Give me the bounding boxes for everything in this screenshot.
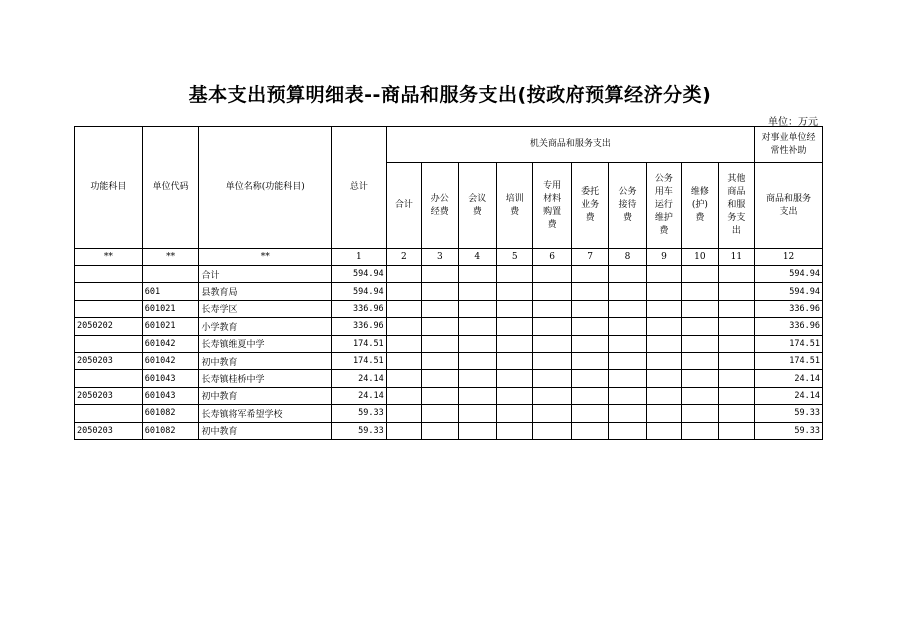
cell-func-code xyxy=(75,335,143,352)
cell-unit-name: 初中教育 xyxy=(199,352,332,369)
cell-empty xyxy=(386,387,421,404)
cell-empty xyxy=(682,318,718,335)
cell-empty xyxy=(646,370,681,387)
cell-subsidy: 59.33 xyxy=(755,422,823,439)
cell-empty xyxy=(609,300,646,317)
cell-empty xyxy=(458,422,496,439)
cell-unit-code: 601042 xyxy=(142,335,199,352)
cell-empty xyxy=(496,266,532,283)
cell-empty xyxy=(571,370,608,387)
cell-empty xyxy=(422,266,458,283)
cell-empty xyxy=(718,352,755,369)
cell-empty xyxy=(682,405,718,422)
index-cell: 10 xyxy=(682,249,718,266)
header-col-weixiu: 维修(护)费 xyxy=(682,163,718,249)
cell-empty xyxy=(458,266,496,283)
index-cell: 4 xyxy=(458,249,496,266)
cell-empty xyxy=(496,318,532,335)
cell-empty xyxy=(646,266,681,283)
table-row xyxy=(75,318,823,335)
cell-empty xyxy=(718,387,755,404)
table-row xyxy=(75,300,823,317)
header-total: 总计 xyxy=(332,127,387,249)
cell-unit-code: 601043 xyxy=(142,387,199,404)
cell-empty xyxy=(386,405,421,422)
cell-empty xyxy=(682,422,718,439)
cell-total: 24.14 xyxy=(332,387,387,404)
index-cell: ** xyxy=(142,249,199,266)
cell-empty xyxy=(386,318,421,335)
cell-empty xyxy=(609,335,646,352)
index-cell: 12 xyxy=(755,249,823,266)
index-cell: ** xyxy=(75,249,143,266)
cell-unit-name: 合计 xyxy=(199,266,332,283)
cell-empty xyxy=(496,387,532,404)
cell-func-code: 2050203 xyxy=(75,422,143,439)
cell-empty xyxy=(718,405,755,422)
cell-unit-code: 601082 xyxy=(142,405,199,422)
cell-empty xyxy=(571,300,608,317)
cell-empty xyxy=(458,283,496,300)
cell-empty xyxy=(718,283,755,300)
cell-empty xyxy=(646,405,681,422)
cell-subsidy: 594.94 xyxy=(755,266,823,283)
cell-empty xyxy=(386,352,421,369)
cell-unit-name: 初中教育 xyxy=(199,422,332,439)
index-cell: 2 xyxy=(386,249,421,266)
cell-empty xyxy=(609,318,646,335)
cell-empty xyxy=(571,405,608,422)
table-row xyxy=(75,335,823,352)
cell-subsidy: 174.51 xyxy=(755,352,823,369)
cell-unit-name: 长寿镇桂桥中学 xyxy=(199,370,332,387)
cell-unit-code: 601082 xyxy=(142,422,199,439)
cell-unit-code: 601021 xyxy=(142,300,199,317)
cell-empty xyxy=(571,318,608,335)
unit-label: 单位：万元 xyxy=(768,117,818,128)
cell-empty xyxy=(496,300,532,317)
budget-table xyxy=(74,126,823,440)
cell-empty xyxy=(458,300,496,317)
table-body xyxy=(75,266,823,440)
table-row xyxy=(75,370,823,387)
cell-func-code: 2050203 xyxy=(75,387,143,404)
cell-empty xyxy=(609,283,646,300)
cell-empty xyxy=(533,318,571,335)
cell-func-code xyxy=(75,405,143,422)
table-row xyxy=(75,405,823,422)
header-group-jiguan: 机关商品和服务支出 xyxy=(386,127,754,163)
cell-empty xyxy=(718,318,755,335)
cell-empty xyxy=(422,422,458,439)
cell-empty xyxy=(422,283,458,300)
cell-empty xyxy=(682,300,718,317)
cell-empty xyxy=(422,300,458,317)
cell-empty xyxy=(422,387,458,404)
header-col-gongche: 公务用车运行维护费 xyxy=(646,163,681,249)
index-cell: 5 xyxy=(496,249,532,266)
cell-func-code: 2050202 xyxy=(75,318,143,335)
cell-empty xyxy=(646,352,681,369)
cell-empty xyxy=(496,422,532,439)
cell-unit-code: 601043 xyxy=(142,370,199,387)
index-cell: 7 xyxy=(571,249,608,266)
cell-total: 59.33 xyxy=(332,405,387,422)
cell-empty xyxy=(422,405,458,422)
header-col-peixun: 培训费 xyxy=(496,163,532,249)
cell-empty xyxy=(718,335,755,352)
cell-subsidy: 336.96 xyxy=(755,300,823,317)
cell-func-code xyxy=(75,370,143,387)
cell-empty xyxy=(458,318,496,335)
cell-empty xyxy=(386,370,421,387)
cell-empty xyxy=(386,283,421,300)
cell-empty xyxy=(458,405,496,422)
cell-empty xyxy=(386,300,421,317)
cell-empty xyxy=(496,405,532,422)
cell-unit-code: 601042 xyxy=(142,352,199,369)
cell-total: 336.96 xyxy=(332,300,387,317)
index-cell: 3 xyxy=(422,249,458,266)
cell-total: 594.94 xyxy=(332,283,387,300)
cell-empty xyxy=(571,335,608,352)
cell-total: 336.96 xyxy=(332,318,387,335)
cell-empty xyxy=(496,283,532,300)
cell-unit-name: 县教育局 xyxy=(199,283,332,300)
cell-empty xyxy=(718,300,755,317)
cell-empty xyxy=(533,300,571,317)
index-cell: 8 xyxy=(609,249,646,266)
cell-empty xyxy=(646,318,681,335)
table-row xyxy=(75,352,823,369)
cell-empty xyxy=(533,266,571,283)
cell-empty xyxy=(571,387,608,404)
index-cell: 9 xyxy=(646,249,681,266)
cell-total: 59.33 xyxy=(332,422,387,439)
cell-empty xyxy=(609,266,646,283)
cell-empty xyxy=(682,352,718,369)
cell-empty xyxy=(609,352,646,369)
cell-empty xyxy=(386,335,421,352)
header-unit-name: 单位名称(功能科目) xyxy=(199,127,332,249)
cell-func-code: 2050203 xyxy=(75,352,143,369)
cell-empty xyxy=(533,422,571,439)
cell-total: 174.51 xyxy=(332,352,387,369)
cell-empty xyxy=(609,422,646,439)
header-col-zhuanyong: 专用材料购置费 xyxy=(533,163,571,249)
cell-empty xyxy=(533,352,571,369)
cell-empty xyxy=(682,387,718,404)
index-cell: 6 xyxy=(533,249,571,266)
cell-empty xyxy=(718,266,755,283)
header-unit-code: 单位代码 xyxy=(142,127,199,249)
header-func-code: 功能科目 xyxy=(75,127,143,249)
cell-empty xyxy=(609,387,646,404)
cell-empty xyxy=(609,370,646,387)
cell-func-code xyxy=(75,300,143,317)
header-col-weituo: 委托业务费 xyxy=(571,163,608,249)
cell-empty xyxy=(682,266,718,283)
cell-empty xyxy=(533,283,571,300)
cell-empty xyxy=(646,283,681,300)
cell-total: 594.94 xyxy=(332,266,387,283)
cell-unit-code: 601 xyxy=(142,283,199,300)
cell-empty xyxy=(386,266,421,283)
cell-unit-code xyxy=(142,266,199,283)
cell-empty xyxy=(682,370,718,387)
cell-empty xyxy=(533,387,571,404)
cell-unit-name: 长寿镇将军希望学校 xyxy=(199,405,332,422)
cell-empty xyxy=(682,335,718,352)
header-col-bangong: 办公经费 xyxy=(422,163,458,249)
cell-func-code xyxy=(75,283,143,300)
cell-subsidy: 24.14 xyxy=(755,370,823,387)
cell-unit-name: 小学教育 xyxy=(199,318,332,335)
cell-empty xyxy=(533,335,571,352)
header-col-huiyi: 会议费 xyxy=(458,163,496,249)
cell-empty xyxy=(422,352,458,369)
cell-empty xyxy=(609,405,646,422)
cell-empty xyxy=(646,335,681,352)
cell-empty xyxy=(571,422,608,439)
table-row xyxy=(75,266,823,283)
cell-empty xyxy=(496,335,532,352)
cell-empty xyxy=(646,422,681,439)
index-cell: 1 xyxy=(332,249,387,266)
cell-subsidy: 594.94 xyxy=(755,283,823,300)
cell-empty xyxy=(496,352,532,369)
cell-unit-code: 601021 xyxy=(142,318,199,335)
cell-empty xyxy=(422,318,458,335)
cell-empty xyxy=(458,352,496,369)
cell-subsidy: 24.14 xyxy=(755,387,823,404)
cell-unit-name: 长寿学区 xyxy=(199,300,332,317)
cell-empty xyxy=(422,335,458,352)
cell-empty xyxy=(386,422,421,439)
cell-subsidy: 59.33 xyxy=(755,405,823,422)
cell-empty xyxy=(422,370,458,387)
cell-unit-name: 初中教育 xyxy=(199,387,332,404)
table-row xyxy=(75,387,823,404)
cell-empty xyxy=(682,283,718,300)
table-row xyxy=(75,422,823,439)
index-cell: ** xyxy=(199,249,332,266)
header-col-qita: 其他商品和服务支出 xyxy=(718,163,755,249)
cell-empty xyxy=(571,352,608,369)
cell-empty xyxy=(458,335,496,352)
cell-empty xyxy=(571,266,608,283)
header-group-duishiye: 对事业单位经常性补助 xyxy=(755,127,823,163)
cell-total: 174.51 xyxy=(332,335,387,352)
cell-total: 24.14 xyxy=(332,370,387,387)
cell-subsidy: 336.96 xyxy=(755,318,823,335)
cell-subsidy: 174.51 xyxy=(755,335,823,352)
page-title: 基本支出预算明细表--商品和服务支出(按政府预算经济分类) xyxy=(188,84,712,106)
header-col-heji: 合计 xyxy=(386,163,421,249)
cell-empty xyxy=(458,387,496,404)
cell-empty xyxy=(458,370,496,387)
cell-empty xyxy=(718,422,755,439)
cell-unit-name: 长寿镇维夏中学 xyxy=(199,335,332,352)
cell-empty xyxy=(646,300,681,317)
cell-empty xyxy=(571,283,608,300)
cell-empty xyxy=(718,370,755,387)
header-col-jiedai: 公务接待费 xyxy=(609,163,646,249)
cell-empty xyxy=(533,405,571,422)
table-row xyxy=(75,283,823,300)
index-cell: 11 xyxy=(718,249,755,266)
cell-empty xyxy=(533,370,571,387)
header-col-subsidy: 商品和服务支出 xyxy=(755,163,823,249)
cell-empty xyxy=(496,370,532,387)
cell-func-code xyxy=(75,266,143,283)
cell-empty xyxy=(646,387,681,404)
